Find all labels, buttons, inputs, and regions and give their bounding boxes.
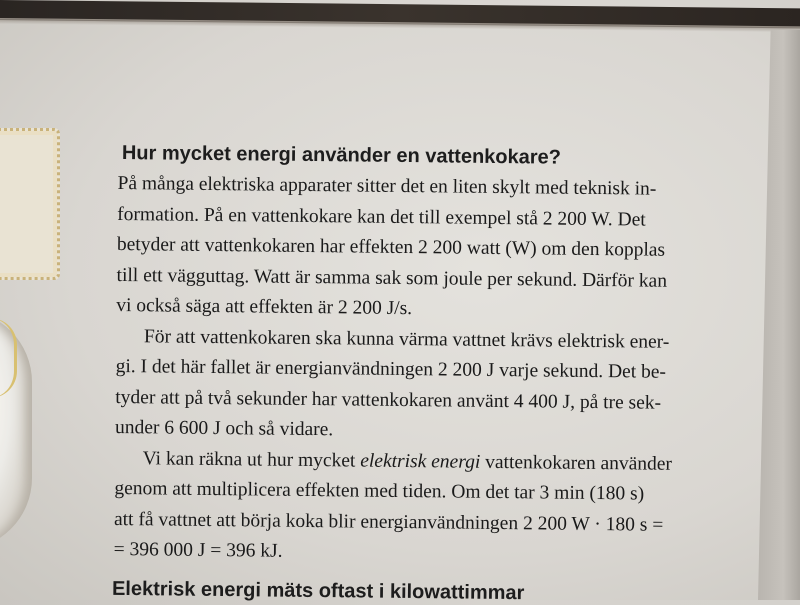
text-line: till ett vägguttag. Watt är samma sak som joule per sekund. Därför kan [116,264,668,292]
page-top-shadow [0,0,800,28]
stamp-illustration [0,128,60,280]
emphasis-term: elektrisk energi [360,450,481,473]
text-line: För att vattenkokaren ska kunna värma vattnet krävs elektrisk ener- [143,325,670,353]
paragraph-2 [115,321,746,450]
text-line: = 396 000 J = 396 kJ. [113,538,283,562]
text-line: formation. På en vattenkokare kan det till exempel stå 2 200 W. Det [117,203,646,231]
paragraph-3 [114,443,745,572]
paragraph-1 [116,169,748,328]
text-fragment: vattenkokaren använder [480,451,673,475]
text-line: gi. I det här fallet är energianvändningen 2 200 J varje sekund. Det be- [115,355,667,383]
text-line: vi också säga att effekten är 2 200 J/s. [116,294,413,320]
section-heading: Hur mycket energi använder en vattenkokare? [121,142,562,169]
text-line: tyder att på två sekunder har vattenkokaren använt 4 400 J, på tre sek- [115,386,662,414]
article [114,142,748,572]
text-line: betyder att vattenkokaren har effekten 2 200 watt (W) om den kopplas [116,233,666,261]
next-section-heading: Elektrisk energi mäts oftast i kilowattimmar [111,577,525,605]
text-line: under 6 600 J och så vidare. [114,416,334,441]
text-line: att få vattnet att börja koka blir energianvändningen 2 200 W · 180 s = [113,508,664,536]
text-fragment: Vi kan räkna ut hur mycket [142,447,361,472]
text-line: På många elektriska apparater sitter det en liten skylt med teknisk in- [117,172,657,200]
text-line: genom att multiplicera effekten med tiden. Om det tar 3 min (180 s) [114,477,645,505]
page-stack-edge [758,30,800,600]
